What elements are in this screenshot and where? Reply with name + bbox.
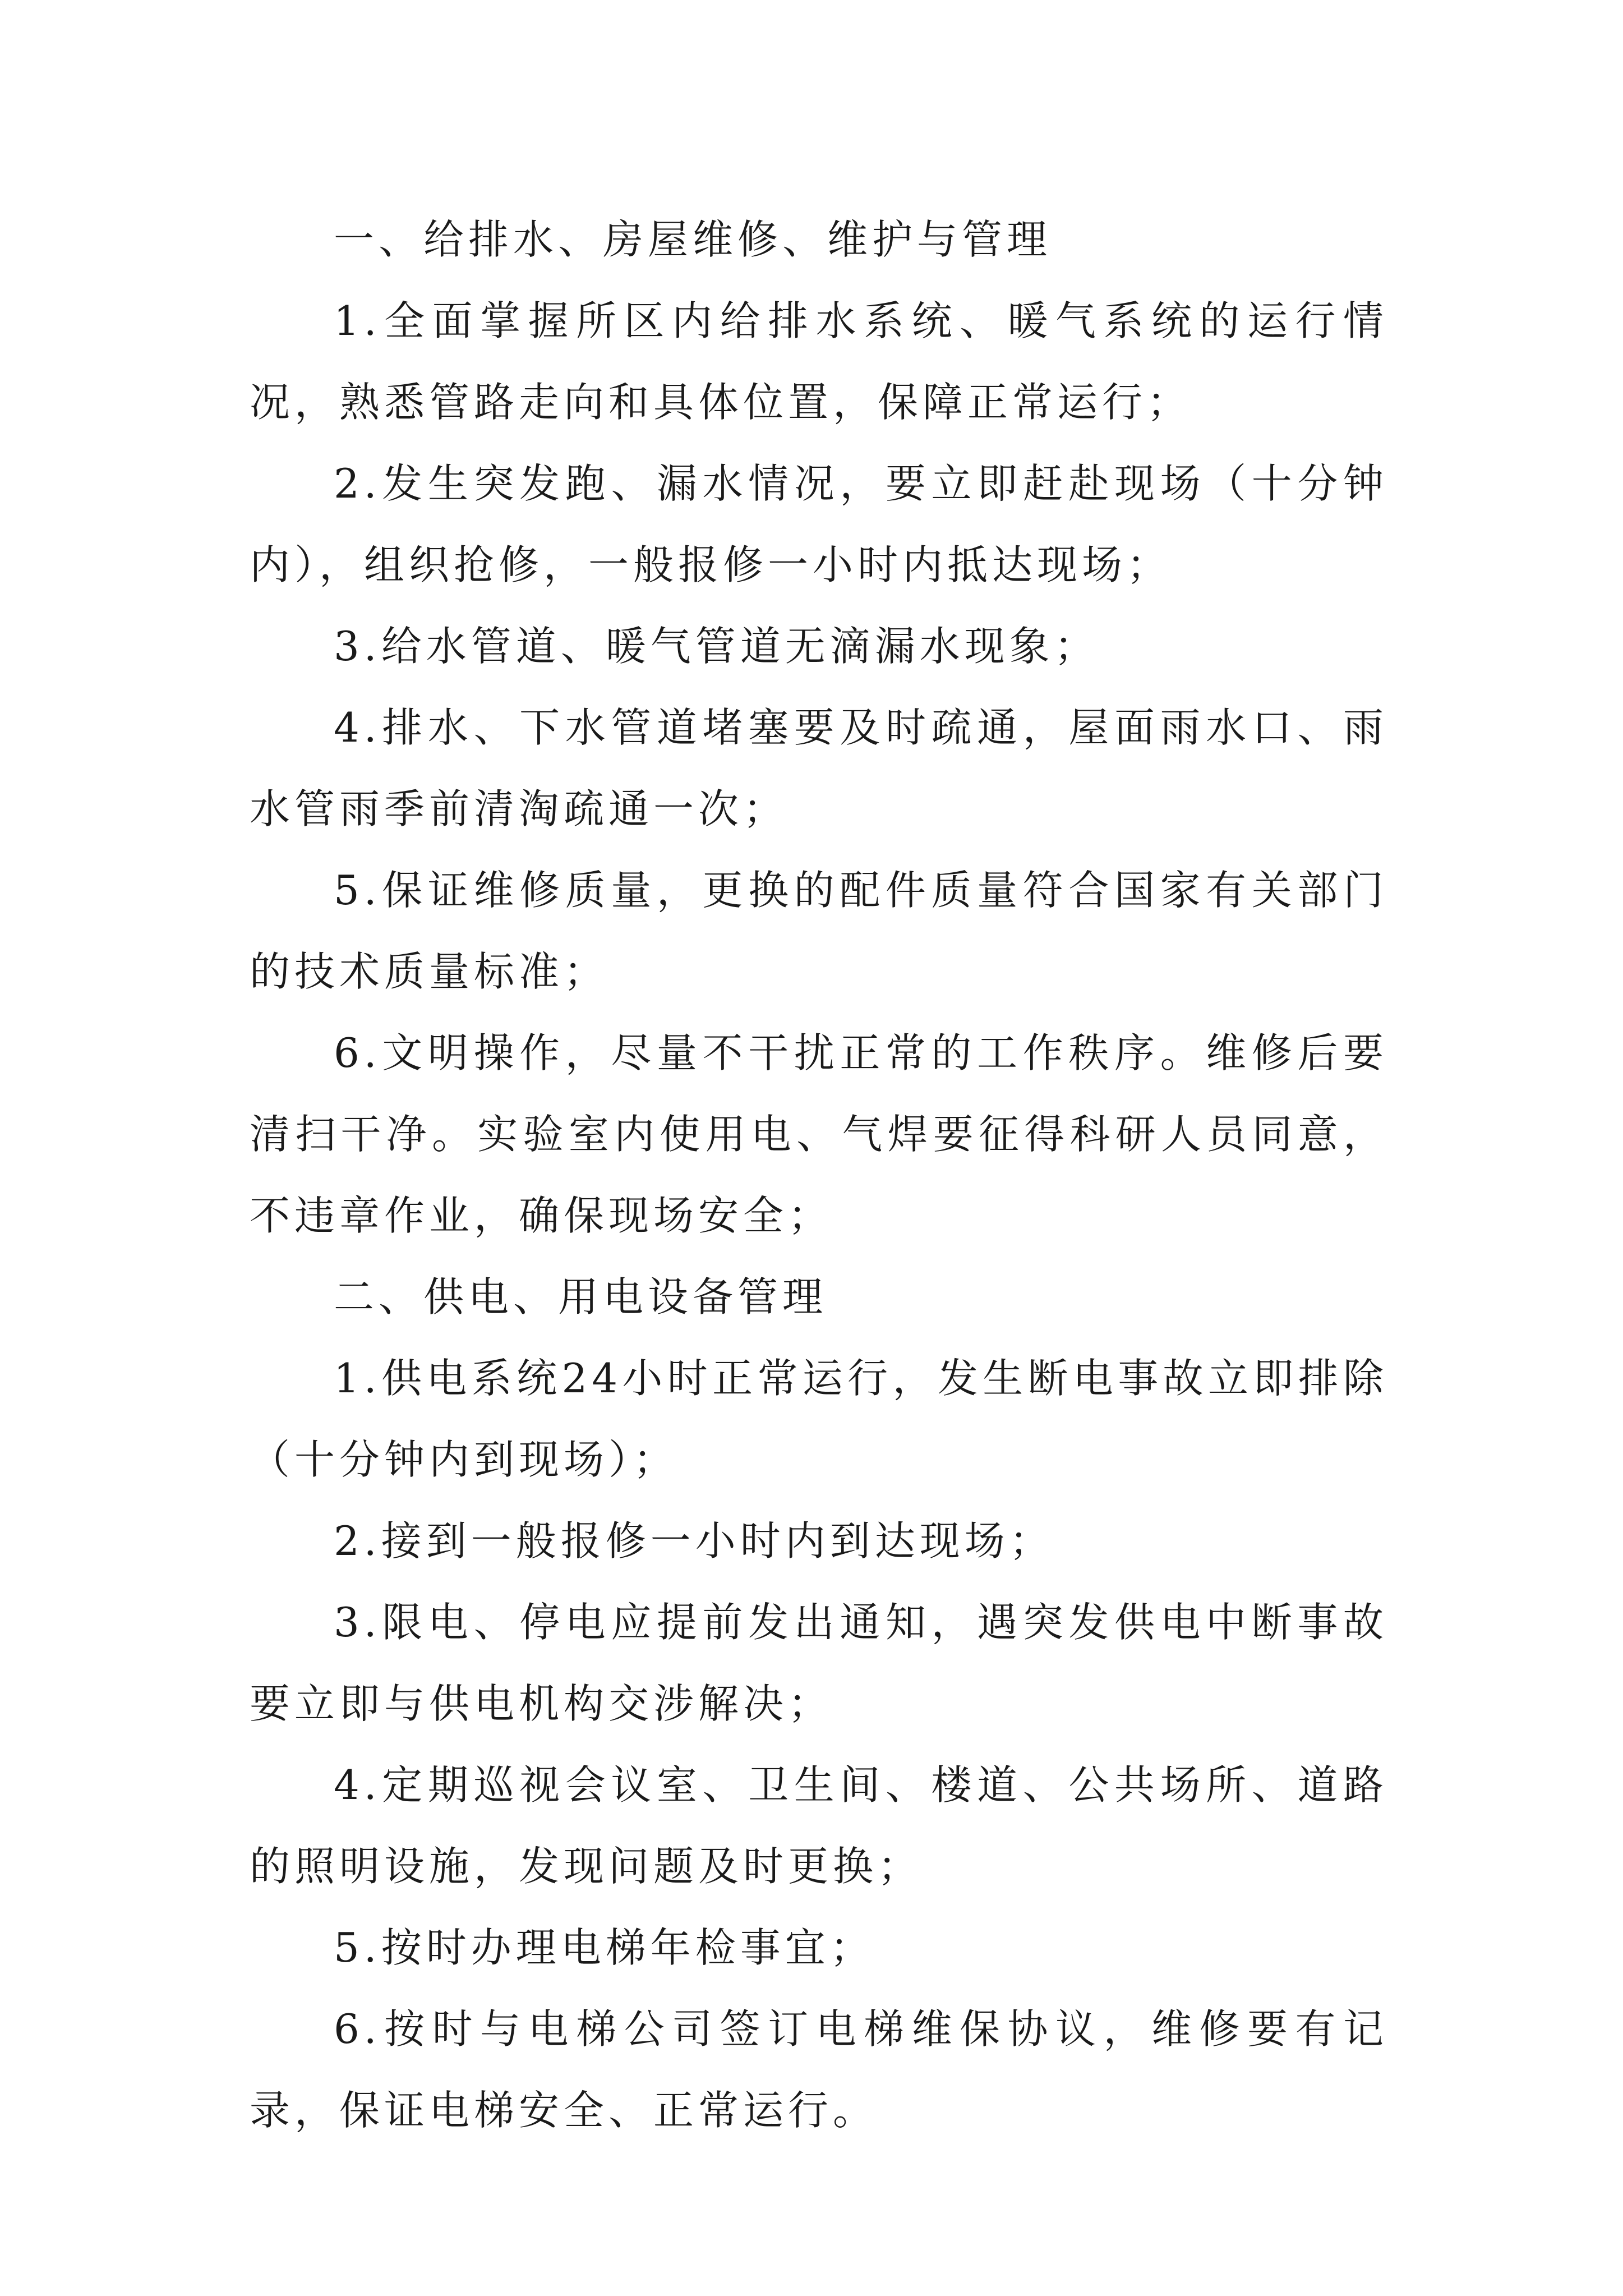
paragraph-water-item-6: 6.文明操作，尽量不干扰正常的工作秩序。维修后要清扫干净。实验室内使用电、气焊要征得科研人员同意，不违章作业，确保现场安全； — [250, 1029, 1388, 1239]
paragraph-water-item-3: 3.给水管道、暖气管道无滴漏水现象； — [334, 623, 1099, 670]
paragraph-power-item-4: 4.定期巡视会议室、卫生间、楼道、公共场所、道路的照明设施，发现问题及时更换； — [250, 1761, 1388, 1890]
paragraph-power-item-1: 1.供电系统24小时正常运行，发生断电事故立即排除（十分钟内到现场）； — [250, 1355, 1388, 1483]
document-body — [250, 199, 1388, 2151]
paragraph-power-item-5: 5.按时办理电梯年检事宜； — [334, 1924, 875, 1971]
paragraph-power-item-2: 2.接到一般报修一小时内到达现场； — [334, 1517, 1054, 1565]
paragraph-power-item-3: 3.限电、停电应提前发出通知，遇突发供电中断事故要立即与供电机构交涉解决； — [250, 1599, 1388, 1727]
paragraph-water-item-4: 4.排水、下水管道堵塞要及时疏通，屋面雨水口、雨水管雨季前清淘疏通一次； — [250, 704, 1388, 832]
section-heading-power: 二、供电、用电设备管理 — [334, 1273, 828, 1320]
paragraph-power-item-6: 6.按时与电梯公司签订电梯维保协议，维修要有记录，保证电梯安全、正常运行。 — [250, 2005, 1388, 2134]
paragraph-water-item-5: 5.保证维修质量，更换的配件质量符合国家有关部门的技术质量标准； — [250, 867, 1388, 995]
section-heading-water-housing: 一、给排水、房屋维修、维护与管理 — [334, 216, 1052, 263]
paragraph-water-item-1: 1.全面掌握所区内给排水系统、暖气系统的运行情况，熟悉管路走向和具体位置，保障正常运行； — [250, 297, 1388, 426]
paragraph-water-item-2: 2.发生突发跑、漏水情况，要立即赶赴现场（十分钟内），组织抢修，一般报修一小时内抵达现场； — [250, 460, 1388, 588]
